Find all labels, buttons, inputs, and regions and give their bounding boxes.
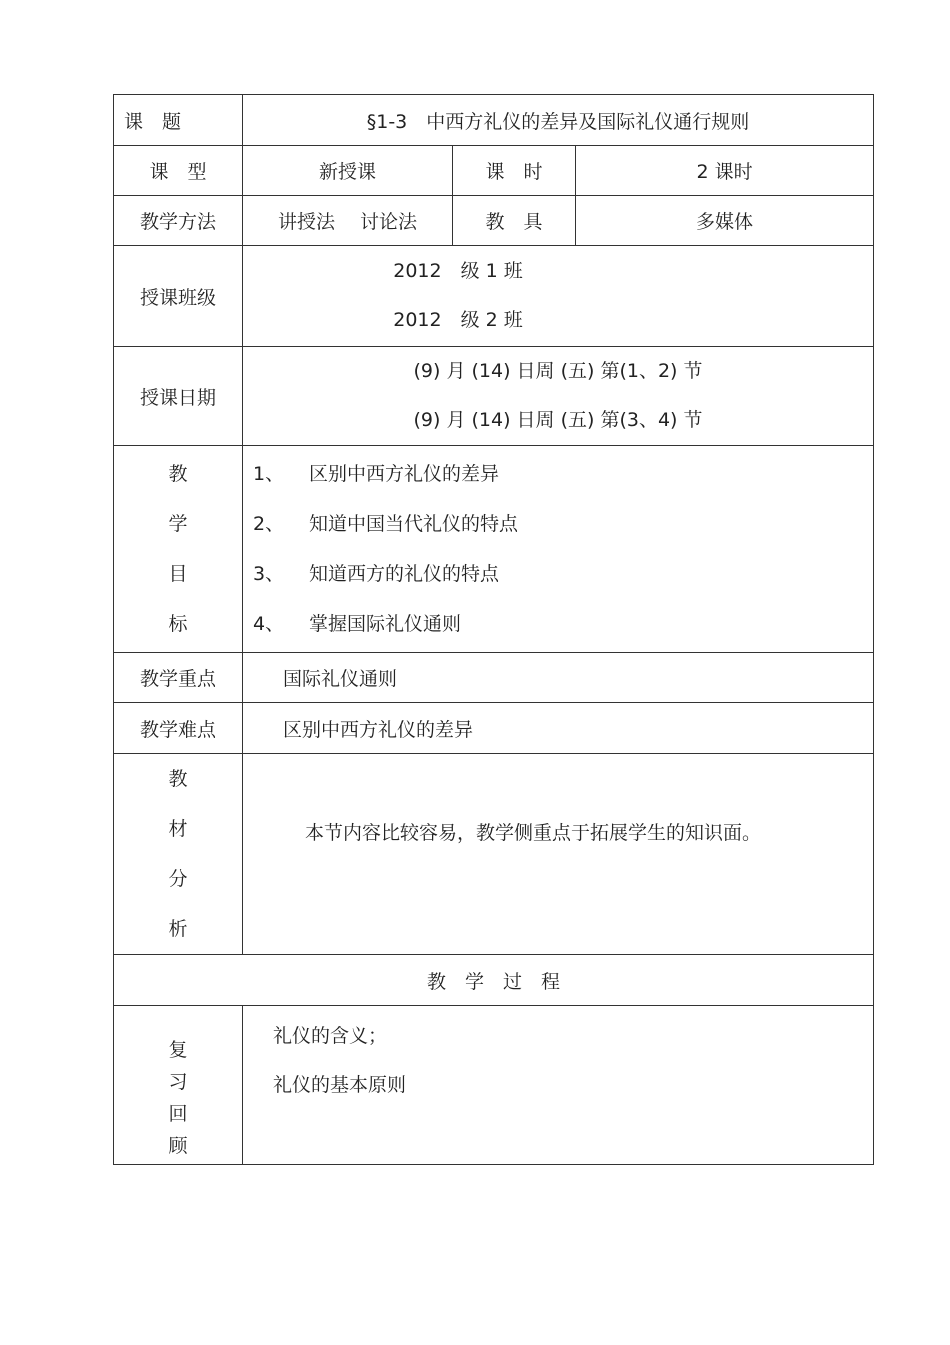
dates-label: 授课日期 — [114, 347, 243, 446]
review-item: 礼仪的基本原则 — [273, 1074, 407, 1096]
analysis-label — [114, 754, 243, 955]
objectives-label-char: 目 — [168, 563, 188, 585]
objectives-label-char: 标 — [168, 613, 188, 635]
key-point-value: 国际礼仪通则 — [243, 653, 874, 703]
objective-item: 2、 知道中国当代礼仪的特点 — [253, 513, 519, 535]
objective-item: 4、 掌握国际礼仪通则 — [253, 613, 462, 635]
objective-item: 3、 知道西方的礼仪的特点 — [253, 563, 500, 585]
process-title: 教 学 过 程 — [114, 955, 874, 1006]
review-list — [243, 1006, 874, 1165]
review-label-char: 回 — [168, 1103, 188, 1125]
tools-label: 教 具 — [453, 196, 576, 246]
date-item: (9) 月 (14) 日周 (五) 第(3、4) 节 — [413, 409, 703, 431]
classes-label: 授课班级 — [114, 246, 243, 347]
objectives-label-char: 学 — [168, 513, 188, 535]
objectives-row — [114, 446, 874, 653]
date-item: (9) 月 (14) 日周 (五) 第(1、2) 节 — [413, 360, 703, 382]
difficulty-value: 区别中西方礼仪的差异 — [243, 703, 874, 754]
key-point-label: 教学重点 — [114, 653, 243, 703]
difficulty-label: 教学难点 — [114, 703, 243, 754]
objectives-label-char: 教 — [168, 463, 188, 485]
review-label-char: 顾 — [168, 1135, 188, 1157]
review-item: 礼仪的含义； — [273, 1025, 388, 1047]
dates-row — [114, 347, 874, 446]
analysis-label-char: 教 — [168, 768, 188, 790]
method-value: 讲授法 讨论法 — [243, 196, 453, 246]
analysis-label-char: 析 — [168, 918, 188, 940]
process-row — [114, 955, 874, 1006]
method-row — [114, 196, 874, 246]
objective-item: 1、 区别中西方礼仪的差异 — [253, 463, 500, 485]
review-label-char: 习 — [168, 1071, 188, 1093]
hours-label: 课 时 — [453, 146, 576, 196]
difficulty-row — [114, 703, 874, 754]
classes-value — [243, 246, 874, 347]
class-item: 2012 级 2 班 — [393, 309, 523, 331]
method-label: 教学方法 — [114, 196, 243, 246]
review-row — [114, 1006, 874, 1165]
objectives-list — [243, 446, 874, 653]
tools-value: 多媒体 — [576, 196, 874, 246]
key-point-row — [114, 653, 874, 703]
class-item: 2012 级 1 班 — [393, 260, 523, 282]
review-label-char: 复 — [168, 1039, 188, 1061]
analysis-label-char: 材 — [168, 818, 188, 840]
dates-value — [243, 347, 874, 446]
review-label — [114, 1006, 243, 1165]
type-row — [114, 146, 874, 196]
type-label: 课 型 — [114, 146, 243, 196]
analysis-row — [114, 754, 874, 955]
analysis-label-char: 分 — [168, 868, 188, 890]
topic-label: 课 题 — [114, 95, 243, 146]
classes-row — [114, 246, 874, 347]
type-value: 新授课 — [243, 146, 453, 196]
hours-value: 2 课时 — [576, 146, 874, 196]
topic-row — [114, 95, 874, 146]
analysis-value: 本节内容比较容易，教学侧重点于拓展学生的知识面。 — [243, 754, 874, 955]
topic-value: §1-3 中西方礼仪的差异及国际礼仪通行规则 — [243, 95, 874, 146]
lesson-plan-table — [113, 94, 874, 1165]
objectives-label — [114, 446, 243, 653]
